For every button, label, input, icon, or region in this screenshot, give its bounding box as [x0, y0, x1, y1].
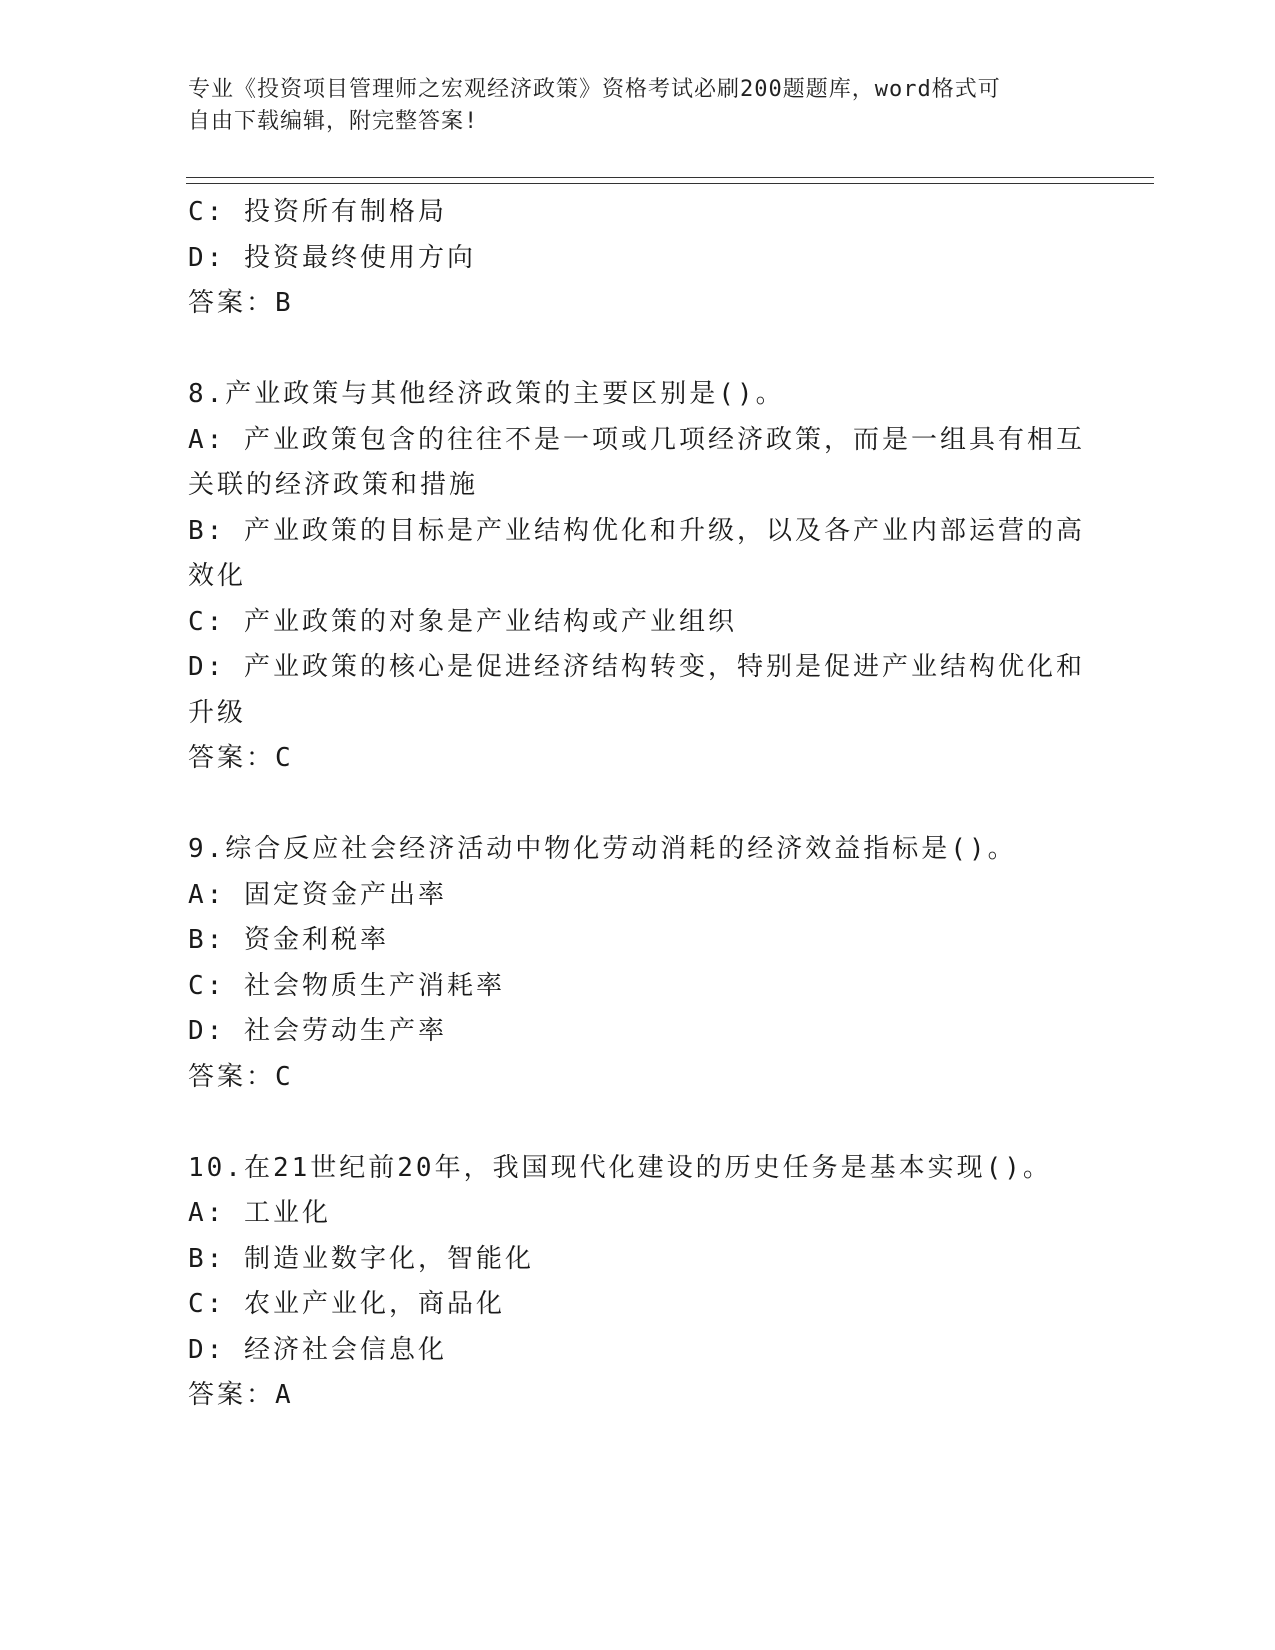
option-a: A: 产业政策包含的往往不是一项或几项经济政策，而是一组具有相互关联的经济政策和措施	[188, 424, 1085, 500]
question-stem: 9.综合反应社会经济活动中物化劳动消耗的经济效益指标是()。	[188, 834, 1017, 864]
option-d: D: 经济社会信息化	[188, 1334, 447, 1365]
question-stem: 8.产业政策与其他经济政策的主要区别是()。	[188, 379, 785, 409]
option-b: B: 制造业数字化，智能化	[188, 1243, 534, 1274]
document-header	[188, 74, 1068, 138]
document-body	[188, 190, 1088, 1419]
option-c: C: 社会物质生产消耗率	[188, 970, 505, 1001]
option-a: A: 工业化	[188, 1198, 331, 1228]
answer: 答案：C	[188, 743, 294, 773]
option-b: B: 资金利税率	[188, 925, 389, 955]
option-b: B: 产业政策的目标是产业结构优化和升级，以及各产业内部运营的高效化	[188, 515, 1085, 591]
spacer	[188, 327, 1088, 373]
spacer	[188, 782, 1088, 828]
question-8	[188, 372, 1088, 782]
answer: 答案：A	[188, 1380, 294, 1410]
question-9	[188, 827, 1088, 1100]
option-c: C: 产业政策的对象是产业结构或产业组织	[188, 606, 737, 637]
question-10	[188, 1146, 1088, 1419]
header-rule-bottom	[186, 183, 1154, 184]
option-d: D: 产业政策的核心是促进经济结构转变，特别是促进产业结构优化和升级	[188, 652, 1085, 728]
question-7-continued	[188, 190, 1088, 327]
header-line-1: 专业《投资项目管理师之宏观经济政策》资格考试必刷200题题库，word格式可	[188, 77, 1001, 102]
question-stem: 10.在21世纪前20年，我国现代化建设的历史任务是基本实现()。	[188, 1152, 1052, 1183]
header-line-2: 自由下载编辑，附完整答案!	[188, 109, 479, 134]
answer: 答案：B	[188, 288, 294, 318]
option-c: C: 投资所有制格局	[188, 197, 447, 227]
option-d: D: 社会劳动生产率	[188, 1016, 447, 1046]
option-d: D: 投资最终使用方向	[188, 242, 476, 273]
header-rule-top	[186, 177, 1154, 178]
spacer	[188, 1100, 1088, 1146]
option-a: A: 固定资金产出率	[188, 879, 447, 910]
answer: 答案：C	[188, 1061, 294, 1092]
option-c: C: 农业产业化，商品化	[188, 1289, 505, 1319]
